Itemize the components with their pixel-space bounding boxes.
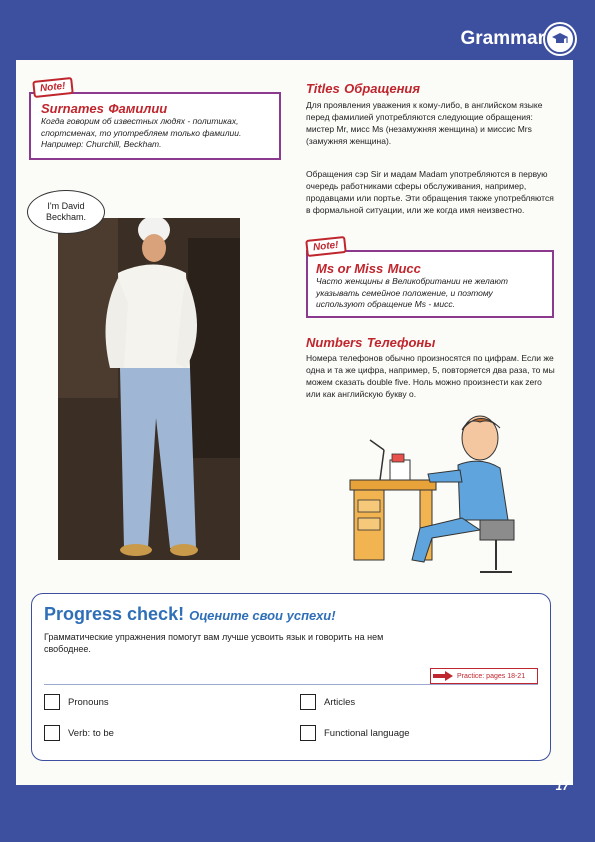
titles-heading-ru: Обращения: [344, 81, 421, 96]
arrow-right-icon: [433, 671, 453, 681]
progress-check-heading-ru: Оцените свои успехи!: [189, 608, 336, 623]
progress-check-title: [44, 604, 336, 625]
note-tag: Note!: [305, 236, 346, 257]
ms-or-miss-note: [306, 250, 554, 318]
graduation-cap-icon: [545, 24, 575, 54]
cartoon-man-on-phone-illustration: [340, 410, 530, 582]
ms-or-miss-title: Ms or Miss: [316, 261, 384, 276]
checklist-label: Verb: to be: [68, 727, 114, 739]
checklist-label: Pronouns: [68, 696, 109, 708]
david-beckham-photo: [58, 218, 240, 560]
section-title: Grammar: [460, 28, 545, 49]
bottom-frame: [0, 785, 595, 842]
surnames-note: [29, 92, 281, 160]
note-tag: Note!: [32, 77, 73, 98]
numbers-heading-ru: Телефоны: [366, 335, 436, 350]
progress-divider: [44, 684, 538, 685]
speech-bubble-text: I'm David Beckham.: [45, 201, 87, 222]
progress-check-description: Грамматические упражнения помогут вам лучше усвоить язык и говорить на нем свободнее.: [44, 632, 384, 654]
checkbox[interactable]: [300, 725, 316, 741]
titles-heading: Titles: [306, 81, 340, 96]
checklist-label: Articles: [324, 696, 356, 708]
checkbox[interactable]: [44, 725, 60, 741]
ms-or-miss-title-ru: Мисс: [387, 261, 421, 276]
ms-or-miss-text: Часто женщины в Великобритании не желают указывать семейное положение, и поэтому используют обращение Ms - мисс.: [316, 276, 508, 309]
surnames-text: Когда говорим об известных людях - политиках, спортсменах, то употребляем только фамилии. Например: Churchill, Beckham.: [41, 116, 242, 149]
checklist-item-pronouns[interactable]: [44, 694, 109, 710]
speech-bubble: [27, 190, 105, 234]
surnames-title-ru: Фамилии: [108, 101, 168, 116]
progress-check-heading: Progress check!: [44, 604, 185, 624]
checklist-label: Functional language: [324, 727, 410, 739]
numbers-heading: Numbers: [306, 335, 363, 350]
checkbox[interactable]: [44, 694, 60, 710]
practice-pages-link[interactable]: [430, 668, 538, 684]
checklist-item-verb-to-be[interactable]: [44, 725, 114, 741]
checklist-item-articles[interactable]: [300, 694, 355, 710]
checklist-item-functional-language[interactable]: [300, 725, 410, 741]
left-frame: [0, 0, 16, 842]
practice-pages-label: Practice: pages 18-21: [457, 672, 526, 680]
page-number: 17: [555, 779, 569, 793]
checkbox[interactable]: [300, 694, 316, 710]
titles-paragraph-2: Обращения сэр Sir и мадам Madam употребляются в первую очередь работниками сферы обслуживания, например, продавцами или портье. Эти обращения также употребляются в формальной ситуации, или же когда имя неизвестно.: [306, 169, 554, 215]
titles-paragraph-1: Для проявления уважения к кому-либо, в английском языке перед фамилией употребляются следующие обращения: мистер Mr, мисс Ms (незамужняя женщина) и миссис Mrs (замужняя женщина).: [306, 100, 543, 146]
right-frame: [573, 0, 595, 842]
numbers-paragraph: Номера телефонов обычно произносятся по цифрам. Если же одна и та же цифра, например, 5, повторяется два раза, то мы можем сказать double five. Ноль можно произнести как zero или как английскую букву o.: [306, 353, 555, 399]
surnames-title: Surnames: [41, 101, 104, 116]
